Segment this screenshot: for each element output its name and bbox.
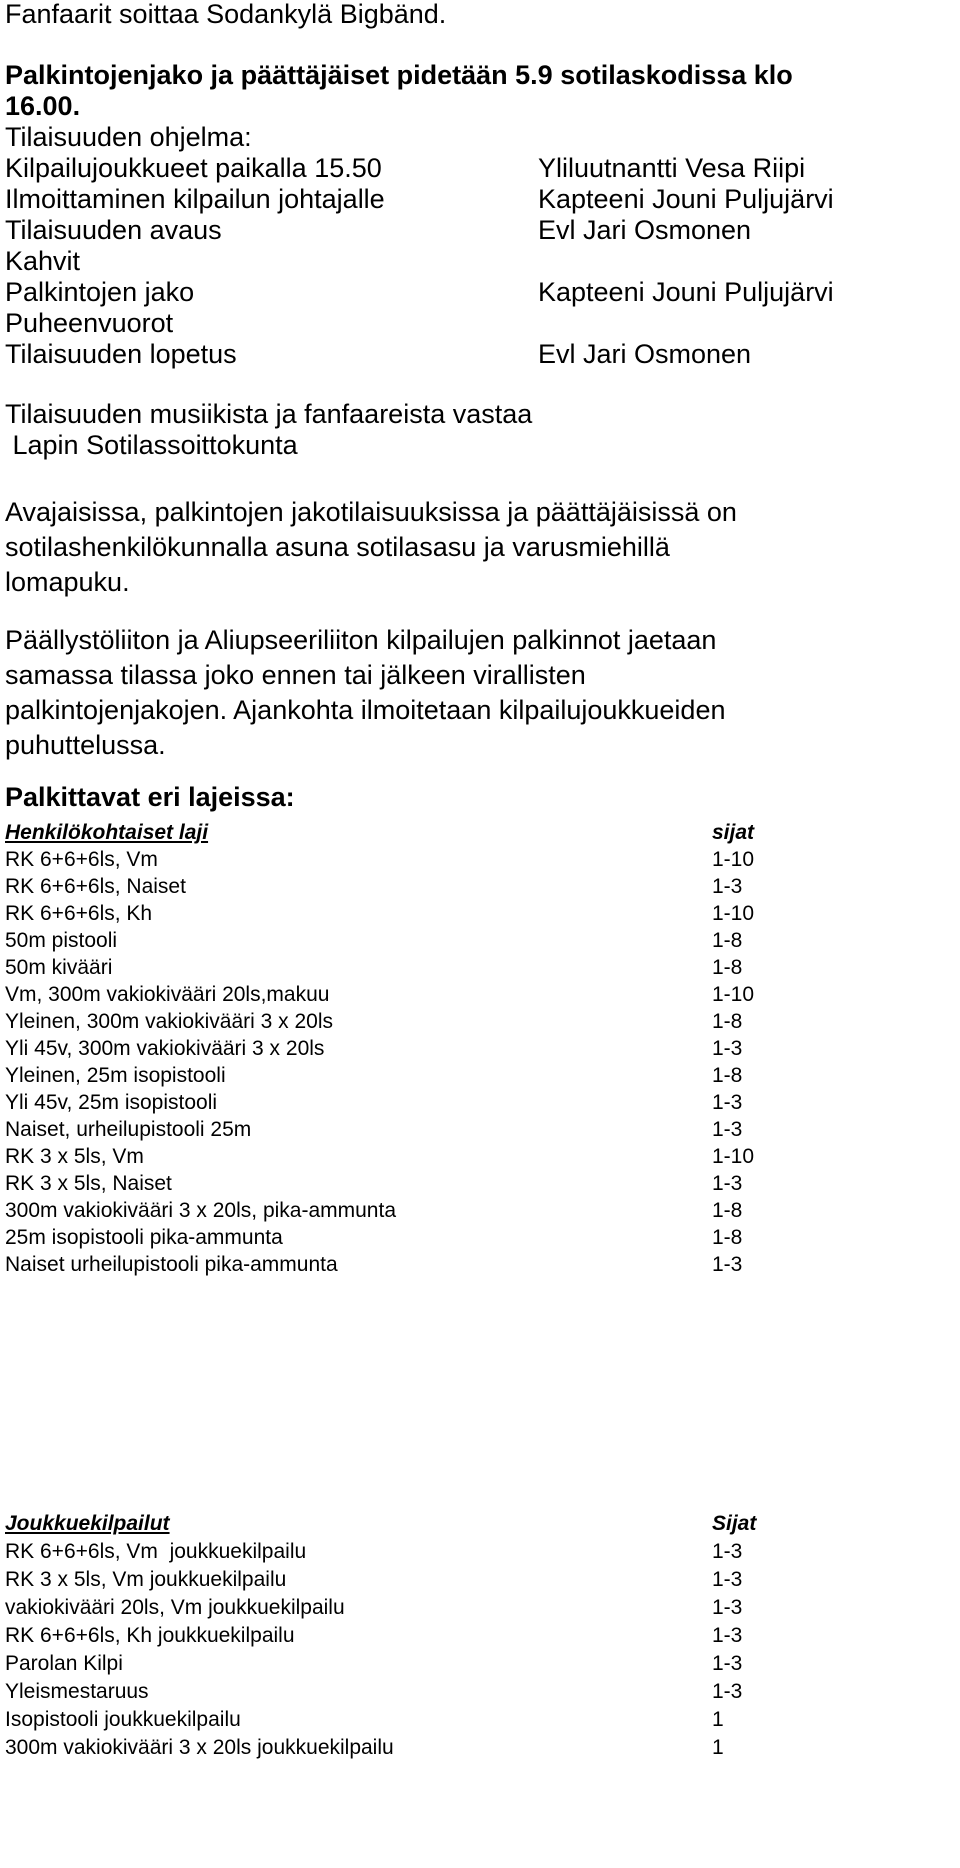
event-name: RK 6+6+6ls, Vm joukkuekilpailu <box>5 1540 307 1563</box>
fanfare-text: Fanfaarit soittaa Sodankylä Bigbänd. <box>5 0 447 29</box>
places-value: 1-3 <box>712 1624 743 1647</box>
places-value: 1-3 <box>712 1540 743 1563</box>
ceremony-line-2: 16.00. <box>5 91 81 121</box>
places-value: 1-10 <box>712 1145 755 1168</box>
places-value: 1-3 <box>712 1596 743 1619</box>
prizes-title: Palkittavat eri lajeissa: <box>5 782 295 812</box>
event-name: RK 6+6+6ls, Kh <box>5 902 153 925</box>
program-item: Tilaisuuden lopetus <box>5 339 237 369</box>
event-name: vakiokivääri 20ls, Vm joukkuekilpailu <box>5 1596 345 1619</box>
unions-line: puhuttelussa. <box>5 730 166 760</box>
places-value: 1-10 <box>712 983 755 1006</box>
program-item: Kahvit <box>5 246 81 276</box>
dress-line: Avajaisissa, palkintojen jakotilaisuuksissa ja päättäjäisissä on <box>5 497 737 527</box>
event-name: RK 6+6+6ls, Kh joukkuekilpailu <box>5 1624 295 1647</box>
ceremony-line-1: Palkintojenjako ja päättäjäiset pidetään 5.9 sotilaskodissa klo <box>5 60 793 90</box>
event-name: Yleismestaruus <box>5 1680 149 1703</box>
event-name: RK 6+6+6ls, Vm <box>5 848 158 871</box>
places-value: 1-3 <box>712 1091 743 1114</box>
event-name: Yleinen, 300m vakiokivääri 3 x 20ls <box>5 1010 334 1033</box>
column-header-event: Henkilökohtaiset laji <box>5 821 209 844</box>
event-name: Yli 45v, 25m isopistooli <box>5 1091 218 1114</box>
places-value: 1-8 <box>712 1064 743 1087</box>
event-name: RK 3 x 5ls, Naiset <box>5 1172 172 1195</box>
column-header-places: Sijat <box>712 1512 757 1535</box>
places-value: 1 <box>712 1708 724 1731</box>
places-value: 1-3 <box>712 1568 743 1591</box>
dress-line: sotilashenkilökunnalla asuna sotilasasu ja varusmiehillä <box>5 532 670 562</box>
places-value: 1-3 <box>712 1118 743 1141</box>
event-name: Yleinen, 25m isopistooli <box>5 1064 226 1087</box>
program-person: Yliluutnantti Vesa Riipi <box>538 153 806 183</box>
music-line-2: Lapin Sotilassoittokunta <box>5 430 298 460</box>
places-value: 1-3 <box>712 1037 743 1060</box>
places-value: 1-10 <box>712 902 755 925</box>
event-name: 50m pistooli <box>5 929 118 952</box>
places-value: 1-3 <box>712 1172 743 1195</box>
music-line-1: Tilaisuuden musiikista ja fanfaareista vastaa <box>5 399 533 429</box>
event-name: Naiset urheilupistooli pika-ammunta <box>5 1253 338 1276</box>
event-name: 300m vakiokivääri 3 x 20ls joukkuekilpailu <box>5 1736 394 1759</box>
places-value: 1-3 <box>712 1253 743 1276</box>
places-value: 1-10 <box>712 848 755 871</box>
unions-paragraph <box>5 623 940 763</box>
places-value: 1-3 <box>712 1680 743 1703</box>
event-name: 25m isopistooli pika-ammunta <box>5 1226 283 1249</box>
program-title: Tilaisuuden ohjelma: <box>5 122 252 152</box>
places-value: 1-3 <box>712 875 743 898</box>
program-item: Tilaisuuden avaus <box>5 215 222 245</box>
program-person: Evl Jari Osmonen <box>538 215 752 245</box>
unions-line: Päällystöliiton ja Aliupseeriliiton kilpailujen palkinnot jaetaan <box>5 625 717 655</box>
places-value: 1-8 <box>712 929 743 952</box>
places-value: 1-3 <box>712 1652 743 1675</box>
event-name: Isopistooli joukkuekilpailu <box>5 1708 241 1731</box>
table-row <box>5 1249 765 1281</box>
places-value: 1-8 <box>712 1226 743 1249</box>
program-person: Evl Jari Osmonen <box>538 339 752 369</box>
places-value: 1 <box>712 1736 724 1759</box>
places-value: 1-8 <box>712 956 743 979</box>
unions-line: samassa tilassa joko ennen tai jälkeen virallisten <box>5 660 586 690</box>
program-item: Palkintojen jako <box>5 277 195 307</box>
program-item: Ilmoittaminen kilpailun johtajalle <box>5 184 385 214</box>
event-name: Naiset, urheilupistooli 25m <box>5 1118 252 1141</box>
event-name: Vm, 300m vakiokivääri 20ls,makuu <box>5 983 330 1006</box>
event-name: RK 3 x 5ls, Vm <box>5 1145 144 1168</box>
places-value: 1-8 <box>712 1010 743 1033</box>
table-row <box>5 1732 765 1764</box>
event-name: RK 6+6+6ls, Naiset <box>5 875 186 898</box>
program-item: Puheenvuorot <box>5 308 174 338</box>
dress-code-paragraph <box>5 495 940 600</box>
program-person: Kapteeni Jouni Puljujärvi <box>538 184 834 214</box>
places-value: 1-8 <box>712 1199 743 1222</box>
dress-line: lomapuku. <box>5 567 130 597</box>
event-name: RK 3 x 5ls, Vm joukkuekilpailu <box>5 1568 287 1591</box>
unions-line: palkintojenjakojen. Ajankohta ilmoitetaan kilpailujoukkueiden <box>5 695 726 725</box>
column-header-event: Joukkuekilpailut <box>5 1512 170 1535</box>
program-person: Kapteeni Jouni Puljujärvi <box>538 277 834 307</box>
event-name: Yli 45v, 300m vakiokivääri 3 x 20ls <box>5 1037 325 1060</box>
event-name: 50m kivääri <box>5 956 113 979</box>
event-name: Parolan Kilpi <box>5 1652 123 1675</box>
event-name: 300m vakiokivääri 3 x 20ls, pika-ammunta <box>5 1199 397 1222</box>
program-item: Kilpailujoukkueet paikalla 15.50 <box>5 153 382 183</box>
column-header-places: sijat <box>712 821 755 844</box>
